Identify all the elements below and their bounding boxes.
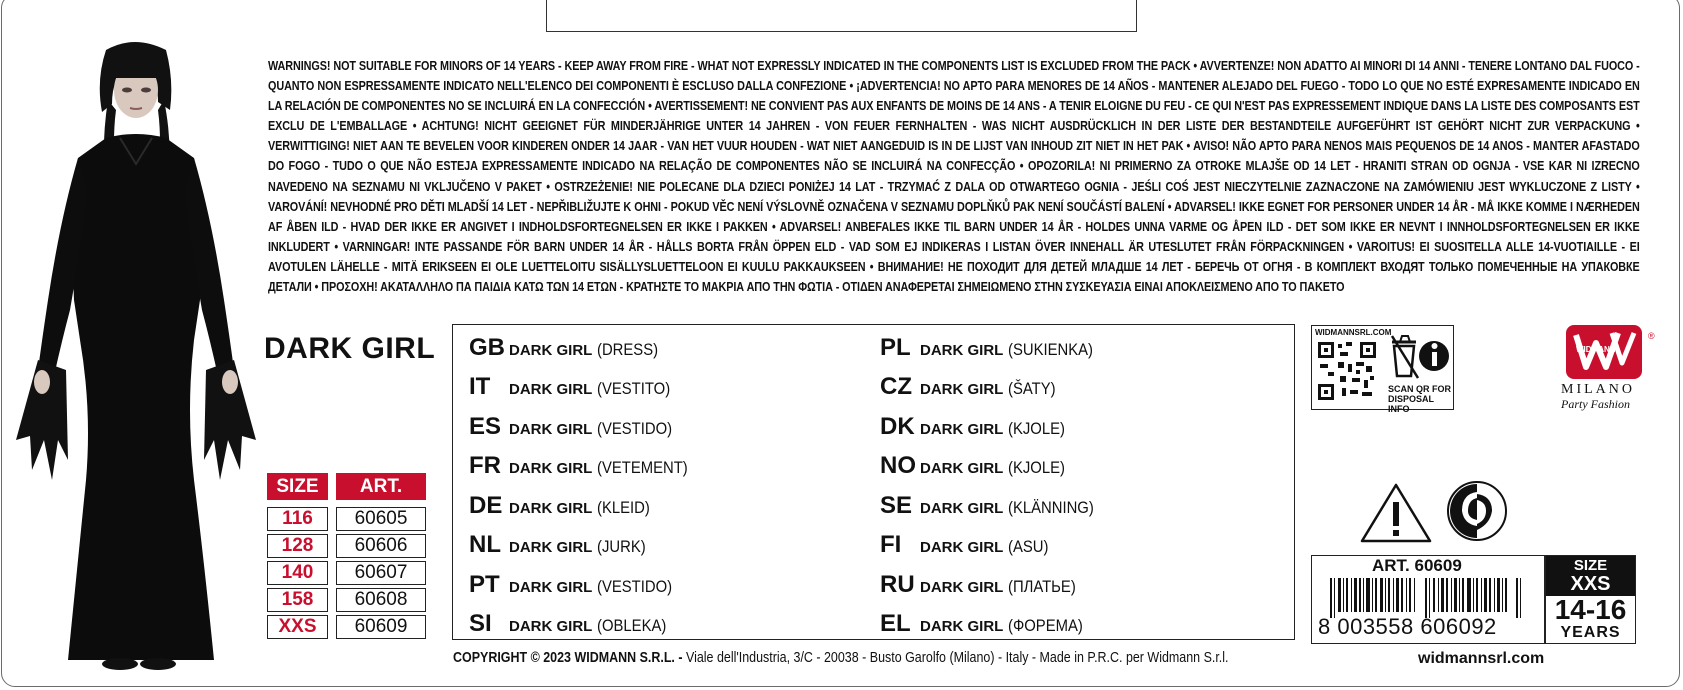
disposal-qr-box <box>1311 325 1454 414</box>
costume-model-image <box>8 40 264 680</box>
registered-mark: ® <box>1648 331 1655 341</box>
language-row: NL DARK GIRL (JURK) <box>469 531 646 558</box>
language-row: CZ DARK GIRL (ŠATY) <box>880 373 1056 400</box>
art-cell: 60609 <box>336 615 426 639</box>
language-row: ES DARK GIRL (VESTIDO) <box>469 413 673 440</box>
language-row: SE DARK GIRL (KLÄNNING) <box>880 492 1094 519</box>
language-row: SI DARK GIRL (OBLEKA) <box>469 610 667 637</box>
safety-warnings-text: WARNINGS! NOT SUITABLE FOR MINORS OF 14 YEARS - KEEP AWAY FROM FIRE - WHAT NOT EXPRESSLY INDICATED IN THE COMPONENTS LIST IS EXCLUDED FROM THE PACK • AVVERTENZE! NON ADATTO AI MINORI DI 14 ANNI - TENERE LONTANO DAL FUOCO - QUANTO NON ESPRESSAMENTE INDICATO NELL'ELENCO DEI COMPONENTI È ESCLUSO DALLA CONFEZIONE • ¡ADVERTENCIA! NO APTO PARA MENORES DE 14 AÑOS - MANTENER ALEJADO DEL FUEGO - TODO LO QUE NO ESTÉ EXPRESAMENTE INDICADO EN LA RELACIÓN DE COMPONENTES NO SE INCLUIRÁ EN LA CONFECCIÓN • AVERTISSEMENT! NE CONVIENT PAS AUX ENFANTS DE MOINS DE 14 ANS - A TENIR ELOIGNE DU FEU - CE QUI N'EST PAS EXPRESSEMENT INDIQUE DANS LA LISTE DES COMPOSANTS EST EXCLU DE L'EMBALLAGE • ACHTUNG! NICHT GEEIGNET FÜR MINDERJÄHRIGE UNTER 14 JAHREN - VON FEUER FERNHALTEN - WAS NICHT AUSDRÜCKLICH IN DER LISTE DER BESTANDTEILE AUFGEFÜHRT IST GEHÖRT NICHT ZUR VERPACKUNG • VERWITTIGING! NIET AAN TE BEVELEN VOOR KINDEREN ONDER 14 JAAR - VAN HET VUUR HOUDEN - WAT NIET AANGEDUID IS IN DE LIJST VAN INHOUD ZIT NIET IN HET PAK • AVISO! NÃO APTO PARA NENOS MAIS PEQUENOS DE 14 ANOS - MANTER AFASTADO DO FOGO - TUDO O QUE NÃO ESTEJA EXPRESSAMENTE INDICADO NA RELAÇÃO DE COMPONENTES NÃO SE INCLUIRÁ NA CONFECÇÃO • OPOZORILA! NI PRIMERNO ZA OTROKE MLAJŠE OD 14 LET - HRANITI STRAN OD OGNJA - VSE KAR NI IZRECNO NAVEDENO NA SEZNAMU NI VKLJUČENO V PAKET • OSTRZEŻENIE! NIE POLECANE DLA DZIECI PONIŻEJ 14 LAT - TRZYMAĆ Z DALA OD OTWARTEGO OGNIA - JEŚLI COŚ JEST NIECZYTELNIE ZAZNACZONE NA ZAMÓWIENIU JEST WYKLUCZONE Z LISTY • VAROVÁNÍ! NEVHODNÉ PRO DĚTI MLADŠÍ 14 LET - NEPŘIBLIŽUJTE K OHNI - POKUD VĚC NENÍ VÝSLOVNĚ OZNAČENA V SEZNAMU DOPLŇKŮ PAK NENÍ SOUČÁSTÍ BALENÍ • ADVARSEL! IKKE EGNET FOR PERSONER UNDER 14 ÅR - MÅ IKKE KOMME I NÆRHEDEN AF ÅBEN ILD - HVAD DER IKKE ER ANGIVET I INDHOLDSFORTEGNELSEN ER IKKE I PAKKEN • ADVARSEL! ANBEFALES IKKE TIL BARN UNDER 14 ÅR - HOLDES UNNA VARME OG ÅPEN ILD - DET SOM IKKE ER NEVNT I INNHOLDSFORTEGNELSEN ER IKKE INKLUDERT • VARNINGAR! INTE PASSANDE FÖR BARN UNDER 14 ÅR - HÅLLS BORTA FRÅN ÖPPEN ELD - VAD SOM EJ INDIKERAS I LISTAN ÖVER INNEHALL ÄR UTESLUTET FRÅN FÖRPACKNINGEN • VAROITUS! EI SUOSITELLA ALLE 14-VUOTIAILLE - EI AVOTULEN LÄHELLE - MITÄ ERIKSEEN EI OLE LUETTELOITU SISÄLLYSLUETTELOON EI KUULU PAKKAUKSEEN • ВНИМАНИЕ! НЕ ПОХОДИТ ДЛЯ ДЕТЕЙ МЛАДШЕ 14 ЛЕТ - БЕРЕЧЬ ОТ ОГНЯ - В КОМПЛЕКТ ВХОДЯТ ТОЛЬКО ПОМЕЧЕННЫЕ НА УПАКОВКЕ ДЕТАЛИ • ΠΡΟΣΟΧΗ! ΑΚΑΤΑΛΛΗΛΟ ΠΑ ΠΑΙΔΙΑ ΚΑΤΩ ΤΩΝ 14 ΕΤΩΝ - ΚΡΑΤΗΣΤΕ ΤΟ ΜΑΚΡΙΑ ΑΠΟ ΤΗΝ ΦΩΤΙΑ - ΟΤΙΔΕΝ ΑΝΑΦΕΡΕΤΑΙ ΣΗΜΕΙΩΜΕΝΟ ΣΤΗΝ ΣΥΣΚΕΥΑΣΙΑ ΕΙΝΑΙ ΑΠΟΚΛΕΙΣΜΕΝΟ ΑΠΟ ΤΟ ΠΑΚΕΤΟ <box>268 59 1640 295</box>
art-header: ART. <box>336 473 426 500</box>
art-cell: 60605 <box>336 507 426 531</box>
product-title: DARK GIRL <box>264 332 436 365</box>
years-label: YEARS <box>1560 624 1621 641</box>
green-dot-recycle-icon <box>1446 480 1508 542</box>
language-row: PT DARK GIRL (VESTIDO) <box>469 571 673 598</box>
logo-brand-text: WIDMANN <box>1576 345 1616 354</box>
qr-site-label: WIDMANNSRL.COM <box>1315 328 1392 337</box>
art-cell: 60606 <box>336 534 426 558</box>
language-row: RU DARK GIRL (ПЛАТЬЕ) <box>880 571 1076 598</box>
copyright-line: COPYRIGHT © 2023 WIDMANN S.R.L. - Viale dell'Industria, 3/C - 20038 - Busto Garolfo (Milano) - Italy - Made in P.R.C. per Widmann S.r.l. <box>453 650 1229 666</box>
article-number: ART. 60609 <box>1372 556 1462 575</box>
qr-code-icon <box>1316 340 1378 402</box>
age-range: 14-16 <box>1554 594 1627 625</box>
website-link[interactable]: widmannsrl.com <box>1418 650 1545 667</box>
article-barcode-box <box>1311 555 1636 644</box>
disposal-bin-info-icon <box>1390 332 1450 380</box>
qr-caption: SCAN QR FOR DISPOSAL INFO <box>1388 384 1451 414</box>
language-row: EL DARK GIRL (ФОРЕМА) <box>880 610 1083 637</box>
size-cell: 128 <box>267 534 328 558</box>
art-cell: 60608 <box>336 588 426 612</box>
language-row: FI DARK GIRL (ASU) <box>880 531 1049 558</box>
size-cell: 158 <box>267 588 328 612</box>
barcode-icon <box>1330 578 1526 618</box>
language-row: NO DARK GIRL (KJOLE) <box>880 452 1065 479</box>
brand-logo <box>1552 325 1664 415</box>
warning-triangle-icon <box>1360 482 1432 544</box>
barcode-digits: 8 003558 606092 <box>1318 614 1497 639</box>
size-cell: XXS <box>267 615 328 639</box>
language-row: GB DARK GIRL (DRESS) <box>469 334 658 361</box>
language-row: PL DARK GIRL (SUKIENKA) <box>880 334 1093 361</box>
hanger-tab-outline <box>546 0 1137 32</box>
size-badge: SIZE XXS <box>1546 556 1635 596</box>
language-row: IT DARK GIRL (VESTITO) <box>469 373 671 400</box>
size-cell: 116 <box>267 507 328 531</box>
size-cell: 140 <box>267 561 328 585</box>
language-row: DK DARK GIRL (KJOLE) <box>880 413 1065 440</box>
size-header: SIZE <box>267 473 328 500</box>
art-cell: 60607 <box>336 561 426 585</box>
language-row: FR DARK GIRL (VETEMENT) <box>469 452 688 479</box>
logo-tagline: Party Fashion <box>1561 397 1630 411</box>
logo-city: MILANO <box>1561 382 1635 397</box>
language-row: DE DARK GIRL (KLEID) <box>469 492 650 519</box>
